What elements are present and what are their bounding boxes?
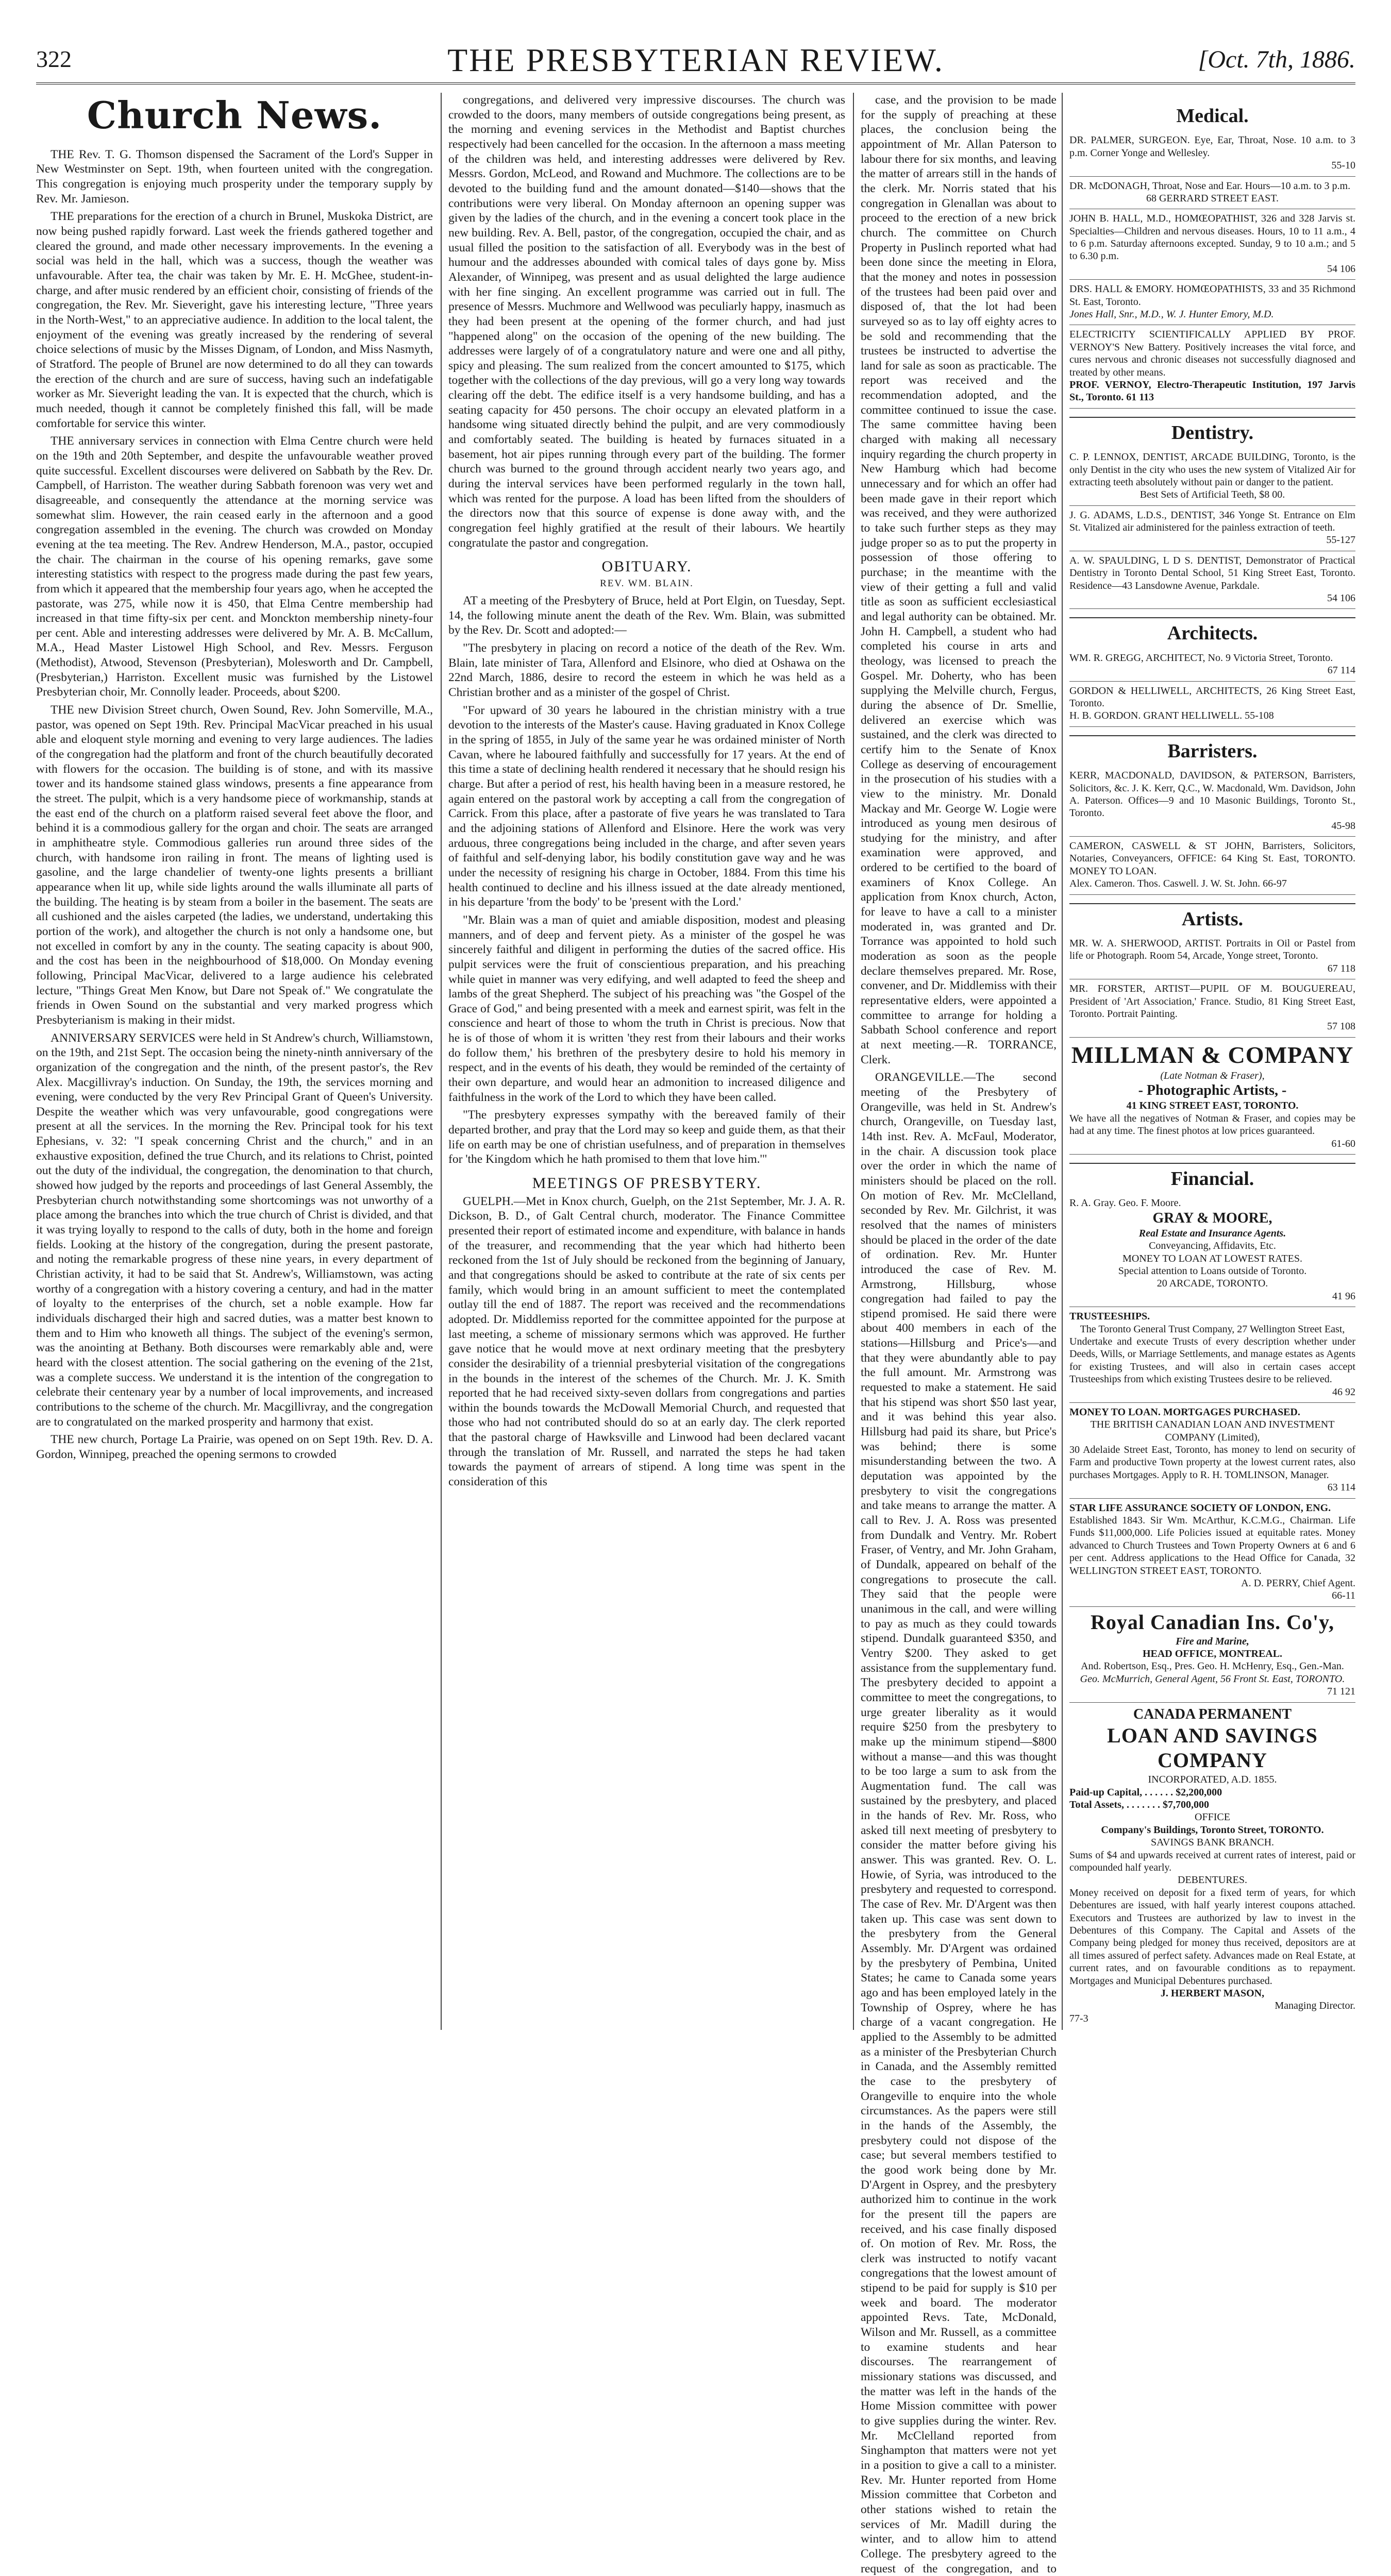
meeting-paragraph: ORANGEVILLE.—The second meeting of the Presbytery of Orangeville, was held in St. Andrew's church, Orangeville, on Tuesday last, 14th inst. Rev. A. McFaul, Moderator, in the chair. A discussion took place over the order in which the name of ministers should be placed on the roll. On motion of Rev. Mr. McClelland, seconded by Rev. Mr. Gilchrist, it was resolved that the names of ministers should be placed in the order of the date of ordination. Rev. Mr. Hunter introduced the case of Rev. M. Armstrong, Hillsburg, whose congregation had failed to pay the stipend promised. He said there were about 400 members in each of the stations—Hillsburg and Price's—and that they were abundantly able to pay the full amount. Mr. Armstrong was requested to make a statement. He said that his stipend was short $50 last year, and it was behind this year also. Hillsburg had paid its share, but Price's was behind; there is some misunderstanding between the two. A deputation was appointed by the presbytery to visit the congregations and take means to arrange the matter. A call to Rev. J. A. Ross was presented from Dundalk and Ventry. Mr. Robert Fraser, of Ventry, and Mr. John Graham, of Dundalk, appeared on behalf of the congregations to prosecute the call. They said that the people were unanimous in the call, and were willing to pay as much as they could towards stipend. Dundalk guaranteed $350, and Ventry $200. They asked to get assistance from the supplementary fund. The presbytery decided to appoint a committee to meet the congregations, to urge greater liberality as it would require $250 from the presbytery to make up the minimum stipend—$800 without a manse—and this was thought to be too large a sum to ask from the Augmentation fund. The call was sustained by the presbytery, and placed in the hands of Rev. Mr. Ross, who asked till next meeting of presbytery to consider the matter before giving his answer. This was granted. Rev. O. L. Howie, of Syria, was introduced to the presbytery and requested to correspond. The case of Rev. Mr. D'Argent was then taken up. This case was sent down to the presbytery from the General Assembly. Mr. D'Argent was ordained by the presbytery of Pembina, United States; he came to Canada some years ago and has been employed lately in the Township of Osprey, where he has charge of a vacant congregation. He applied to the Assembly to be admitted as a minister of the Presbyterian Church in Canada, and the Assembly remitted the case to the presbytery of Orangeville to enquire into the whole circumstances. As the papers were still in the hands of the Assembly, the presbytery could not dispose of the case; but several members testified to the good work being done by Mr. D'Argent in Osprey, and the presbytery authorized him to continue in the work for the present till the papers are received, and his case finally disposed of. On motion of Rev. Mr. Ross, the clerk was instructed to notify vacant congregations that the lowest amount of stipend to be paid for supply is $10 per week and board. The moderator appointed Revs. Tate, McDonald, Wilson and Mr. Russell, as a committee to examine students and hear discourses. The rearrangement of missionary stations was discussed, and the matter was left in the hands of the Home Mission committee with power to give supplies during the winter. Rev. Mr. McClelland reported from Singhampton that matters were not yet in a position to give a call to a minister. Rev. Mr. Hunter reported from Home Mission committee that Corbeton and other stations wished to retain the services of Mr. Madill during the winter, and to allow him to attend College. The presbytery agreed to the request of the congregation, and to	[861, 1071, 1057, 2575]
ad-royal-canadian: Royal Canadian Ins. Co'y, Fire and Marine, HEAD OFFICE, MONTREAL. And. Robertson, Esq., Pres. Geo. H. McHenry, Esq., Gen.-Man. Geo. McMurrich, General Agent, 56 Front St. East, TORONTO. 71 121	[1069, 1607, 1355, 1703]
ads-heading-medical: Medical.	[1176, 105, 1249, 127]
obituary-subheading: REV. WM. BLAIN.	[600, 578, 694, 589]
ad-money-to-loan: MONEY TO LOAN. MORTGAGES PURCHASED. THE BRITISH CANADIAN LOAN AND INVESTMENT COMPANY (Limited), 30 Adelaide Street East, Toronto, has money to lend on security of Farm and productive Town property at the lowest current rates, also purchases Mortgages. Apply to R. H. TOMLINSON, Manager. 63 114	[1069, 1403, 1355, 1499]
ad-gordon-helliwell: GORDON & HELLIWELL, ARCHITECTS, 26 King Street East, Toronto. H. B. GORDON. GRANT HELLIWELL. 55-108	[1069, 682, 1355, 727]
ad-gregg: WM. R. GREGG, ARCHITECT, No. 9 Victoria Street, Toronto. 67 114	[1069, 649, 1355, 682]
article-paragraph: congregations, and delivered very impressive discourses. The church was crowded to the doors, many members of outside congregations being present, as the morning and evening services in the Methodist and Baptist churches respectively had been cancelled for the occasion. In the afternoon a mass meeting of the children was held, and interesting addresses were delivered by Rev. Messrs. Gordon, McLeod, and Rowand and Muchmore. The collections are to be devoted to the building fund and the amount donated—$140—shows that the contributions were very liberal. On Monday afternoon an opening supper was given by the ladies of the church, and in the evening a concert took place in the new building. Rev. A. Bell, pastor, of the congregation, occupied the chair, and as usual filled the position to the satisfaction of all. Everybody was in the best of humour and the addresses abounded with comical tales of days gone by. Miss Alexander, of Winnipeg, was present and as usual delighted the large audience with her fine singing. An excellent programme was carried out in full. The presence of Messrs. Muchmore and Wellwood was peculiarly happy, inasmuch as they had been present at the opening of the former church, and had just "happened along" on the occasion of the opening of the new building. The addresses were largely of of a congratulatory nature and were one and all pithy, spicy and pleasing. The sum realized from the concert amounted to $175, which together with the collections of the day previous, will go a very long way towards clearing off the debt. The edifice itself is a very handsome building, and has a seating capacity for 450 persons. The choir occupy an elevated platform in a handsome wing situated directly behind the pulpit, and are very commodiously and comfortably seated. The building is heated by furnaces situated in a basement, hot air pipes running through every part of the building. The former church was burned to the ground through accident nearly two years ago, and during the interval services have been performed regularly in the town hall, which was rented for the purpose. A load has been lifted from the shoulders of the directors now that this source of expense is done away with, and the congregation feel highly gratified at the result of their labours. We heartily congratulate the pastor and congregation.	[448, 93, 845, 550]
article-paragraph: THE anniversary services in connection with Elma Centre church were held on the 19th and 20th September, and despite the unfavourable weather proved quite successful. Excellent discourses were delivered on Sabbath by the Rev. Dr. Campbell, of Harriston. The weather during Sabbath forenoon was very wet and disagreeable, and consequently the attendance at the morning service was somewhat slim. However, the rain ceased early in the afternoon and a good congregation assembled in the evening. The church was crowded on Monday evening at the tea meeting. The Rev. Andrew Henderson, M.A., pastor, occupied the chair. The chairman in the course of his opening remarks, gave some interesting statistics with respect to the progress made during the past few years, from which it appeared that the membership four years ago, when he accepted the pastorate, was 275, while now it is 450, that Elma Centre membership had increased in that time fifty-six per cent. and Monckton membership ninety-four per cent. Able and interesting addresses were delivered by Mr. A. B. McCallum, M.A., Head Master Listowel High School, and Rev. Messrs. Ferguson (Methodist), Atwood, Stevenson (Presbyterian), Molesworth and Dr. Campbell, (Presbyterian,) Harriston. Excellent music was furnished by the Listowel Presbyterian choir, Mr. Connolly leader. Proceeds, about $200.	[36, 434, 433, 699]
obituary-paragraph: "The presbytery expresses sympathy with the bereaved family of their departed brother, and pray that the Lord may so keep and guide them, as that their life on earth may be one of christian usefulness, and of preparation in themselves for 'the Kingdom which he hath promised to them that love him.'"	[448, 1108, 845, 1166]
ad-millman: MILLMAN & COMPANY (Late Notman & Fraser), - Photographic Artists, - 41 KING STREET EAST, TORONTO. We have all the negatives of Notman & Fraser, and copies may be had at any time. The finest photos at low prices guaranteed. 61-60	[1069, 1038, 1355, 1155]
ad-lennox: C. P. LENNOX, DENTIST, ARCADE BUILDING, Toronto, is the only Dentist in the city who uses the new system of Vitalized Air for extracting teeth absolutely without pain or danger to the patient. Best Sets of Artificial Teeth, $8 00.	[1069, 448, 1355, 506]
article-paragraph: THE preparations for the erection of a church in Brunel, Muskoka District, are now being pushed rapidly forward. Last week the friends gathered together and cleared the ground, and made other necessary improvements. In the evening a social was held in the hall, which was a success, though the weather was unfavourable. After tea, the chair was taken by Mr. E. H. McGhee, student-in-charge, and after music rendered by an efficient choir, consisting of friends of the congregation, the Rev. Mr. Sieveright, gave his interesting lecture, "Three years in the North-West," to an appreciative audience. In addition to the local talent, the enjoyment of the evening was greatly increased by the rendering of several choice selections of music by the Misses Dignam, of London, and Miss Nasmyth, of Stratford. The people of Brunel are now determined to do all they can towards the erection of the church and are sure of success, having such an indefatigable worker as Mr. Sieveright leading the van. It is expected that the church, which is much needed, though it cannot be completely finished this fall, will be made comfortable for service this winter.	[36, 210, 433, 430]
column-advertisements	[1069, 93, 1355, 2030]
ad-sherwood: MR. W. A. SHERWOOD, ARTIST. Portraits in Oil or Pastel from life or Photograph. Room 54, Arcade, Yonge street, Toronto. 67 118	[1069, 934, 1355, 979]
ads-heading-artists: Artists.	[1069, 903, 1355, 931]
article-paragraph: ANNIVERSARY SERVICES were held in St Andrew's church, Williamstown, on the 19th, and 21st Sept. The occasion being the ninety-ninth anniversary of the organization of the congregation and the ninth, of the present pastor's, the Rev Alex. Macgillivray's induction. On Sunday, the 19th, the services morning and evening, were conducted by the very Rev Principal Grant of Queen's University. Despite the weather which was very unfavourable, good congregations were present at all the services. In the morning the Rev. Principal took for his text Ephesians, v. 32: "I speak concerning Christ and the church," and in an exhaustive exposition, defined the true Church, and its relations to Christ, pointed out the duty of the individual, the congregation, the denomination to that church, showed how judged by the reports and proceedings of last General Assembly, the Presbyterian church notwithstanding some shortcomings was not unworthy of a place among the branches into which the true church of Christ is divided, and that it was trying loyally to respond to the calls of duty, both in the home and foreign fields. Looking at the history of the congregation, during the present pastorate, and noting the remarkable progress of these nine years, in every department of Christian activity, it had to be said that St. Andrew's, Williamstown, was acting worthy of a congregation with a history covering a century, and had in the matter of loyalty to the enterprises of the church, set a noble example. How far individuals discharged their high and sacred duties, was a matter best known to them and to Him who knoweth all things. The subject of the evening's sermon, was the anointing at Bethany. Both discourses were remarkably able and, were heard with the closest attention. The social gathering on the evening of the 21st, was a complete success. We understand it is the intention of the congregation to celebrate their centenary year by a number of local improvements, and increased contributions to the scheme of the church. Mr. Macgillivray, and the congregation are to congratulated on the marked prosperity and harmony that exist.	[36, 1031, 433, 1429]
column-rule	[1062, 93, 1063, 2030]
ad-kerr-macdonald: KERR, MACDONALD, DAVIDSON, & PATERSON, Barristers, Solicitors, &c. J. K. Kerr, Q.C., W. Macdonald, Wm. Davidson, John A. Paterson. Offices—9 and 10 Masonic Buildings, Toronto St., Toronto. 45-98	[1069, 766, 1355, 837]
ads-heading-dentistry: Dentistry.	[1069, 417, 1355, 445]
millman-name: MILLMAN & COMPANY	[1071, 1041, 1354, 1068]
column-church-news	[36, 93, 433, 2030]
column-rule	[441, 93, 442, 2030]
ad-star-life: STAR LIFE ASSURANCE SOCIETY OF LONDON, ENG. Established 1843. Sir Wm. McArthur, K.C.M.G., Chairman. Life Funds $11,000,000. Life Policies issued at equitable rates. Money advanced to Church Trustees and Town Property Owners at 6 and 6 per cent. Address applications to the Head Office for Canada, 32 WELLINGTON STREET EAST, TORONTO. A. D. PERRY, Chief Agent. 66-11	[1069, 1499, 1355, 1607]
meeting-paragraph: GUELPH.—Met in Knox church, Guelph, on the 21st September, Mr. J. A. R. Dickson, B. D., of Galt Central church, moderator. The Finance Committee presented their report of estimated income and expenditure, with balance in hands of the treasurer, and recommending that the year which had hitherto been reckoned from the 1st of July should be reckoned from the beginning of January, and that congregations should be asked to contribute at the rate of six cents per family, which would bring in an amount sufficient to meet the contemplated outlay till the end of 1887. The report was received and the recommendations adopted. Dr. Middlemiss reported for the committee appointed for the purpose at last meeting, a scheme of missionary sermons which was approved. He further gave notice that he would move at next ordinary meeting that the presbytery consider the desirability of a triennial presbyterial visitation of the congregations in the bounds in the interest of the schemes of the Church. Mr. J. K. Smith reported that he had received sixty-seven dollars from congregations and parties within the bounds towards the McDowall Memorial Church, and requested that those who had not contributed should do so at an early day. The clerk reported that the pastoral charge of Hawksville and Linwood had been declared vacant through the translation of Mr. Russell, and narrated the steps he had taken towards the payment of arrears of stipend. A long time was spent in the consideration of this	[448, 1194, 846, 1489]
article-paragraph: THE Rev. T. G. Thomson dispensed the Sacrament of the Lord's Supper in New Westminster on Sept. 19th, when fourteen united with the congregation. This congregation is enjoying much prosperity under the temporary supply by Rev. Mr. Jamieson.	[36, 147, 433, 206]
ad-gray-moore: R. A. Gray. Geo. F. Moore. GRAY & MOORE, Real Estate and Insurance Agents. Conveyancing, Affidavits, Etc. MONEY TO LOAN AT LOWEST RATES. Special attention to Loans outside of Toronto. 20 ARCADE, TORONTO. 41 96	[1069, 1194, 1355, 1307]
obituary-paragraph: "Mr. Blain was a man of quiet and amiable disposition, modest and pleasing manners, and of deep and fervent piety. As a minister of the gospel he was sincerely faithful and diligent in performing the duties of the sacred office. His pulpit services were the fruit of conscientious preparation, and his preaching while quiet in manner was very edifying, and well adapted to feed the sheep and lambs of the great Shepherd. The subject of his preaching was "the Gospel of the Grace of God," and being presented with a meek and earnest spirit, was felt in the conscience and heart of those to whom the truth in Christ is precious. Now that he is of those of whom it is written 'they rest from their labours and their works do follow them,' his brethren of the presbytery desire to hold his memory in respect, and in the events of his death, they would be reminded of the certainty of their own departure, and would hear an admonition to increased diligence and faithfulness in the work of the Lord to which they have been called.	[448, 913, 845, 1104]
obituary-paragraph: AT a meeting of the Presbytery of Bruce, held at Port Elgin, on Tuesday, Sept. 14, the following minute anent the death of the Rev. Wm. Blain, was submitted by the Rev. Dr. Scott and adopted:—	[448, 594, 845, 637]
meeting-paragraph: case, and the provision to be made for the supply of preaching at these places, the conclusion being the appointment of Mr. Allan Paterson to labour there for six months, and leaving the matter of arrears still in the hands of the clerk. Mr. Norris stated that his congregation in Glenallan was about to proceed to the erection of a new brick church. The committee on Church Property in Puslinch reported what had been done since the meeting in Elora, that the money and notes in possession of the trustees had been paid over and disposed of, that the lot had been surveyed so as to lay off eighty acres to be sold and recommending that the trustees be instructed to advertise the land for sale as soon as practicable. The report was received and the recommendation adopted, and the committee continued to issue the case. The same committee having been charged with making all necessary inquiry regarding the church property in New Hamburg which had become unnecessary and for which an offer had been made gave in their report which was received, and they were authorized to take such further steps as they may judge proper so as to put the property in possession of those offering to purchase; in the meantime with the view of their getting a full and valid title as soon as sufficient ecclesiastical and legal authority can be obtained. Mr. John H. Campbell, a student who had completed his course in arts and theology, was licensed to preach the Gospel. Mr. Doherty, who has been supplying the Melville church, Fergus, during the absence of Dr. Smellie, delivered an exercise which was sustained, and the clerk was directed to certify him to the Senate of Knox College as deserving of encouragement in the prosecution of his studies with a view to the ministry. Mr. Donald Mackay and Mr. George W. Logie were introduced as young men desirous of studying for the ministry, and after examination were approved, and ordered to be certified to the board of examiners of Knox College. An application from Knox church, Acton, for leave to have a call to a minister moderated in, was granted and Dr. Torrance was appointed to hold such moderation as soon as the people declare themselves prepared. Mr. Rose, convener, and Dr. Middlemiss with their representative elders, were appointed a committee to arrange for holding a Sabbath School conference and report at next meeting.—R. TORRANCE, Clerk.	[861, 93, 1057, 1066]
ad-trusteeships: TRUSTEESHIPS. The Toronto General Trust Company, 27 Wellington Street East, Undertake and execute Trusts of every description whether under Deeds, Wills, or Marriage Settlements, and manage estates as Agents for existing Trustees, and will also in certain cases accept Trusteeships from which existing Trustees desire to be relieved. 46 92	[1069, 1307, 1355, 1403]
article-paragraph: THE new Division Street church, Owen Sound, Rev. John Somerville, M.A., pastor, was opened on Sept 19th. Rev. Principal MacVicar preached in his usual able and eloquent style morning and evening to very large audiences. The ladies of the congregation had the platform and front of the church beautifully decorated with flowers for the occasion. The building is of stone, and with its massive tower and its handsome stained glass windows, presents a fine appearance from the street. The pulpit, which is a very handsome piece of workmanship, stands at the east end of the church on a platform raised several feet above the floor, and behind it is a commodious gallery for the organ and choir. The seats are arranged in amphitheatre style. Commodious galleries run around three sides of the church, with handsome iron railing in front. The means of lighting used is gasoline, and the large chandelier of twenty-one lights presents a brilliant appearance when lit up, while side lights around the walls illuminate all parts of the building. The heating is by steam from a boiler in the basement. The seats are all cushioned and the aisles carpeted (the ladies, we understand, undertaking this portion of the work), and altogether the church is not only a handsome one, but not excelled in comfort by any in the county. The seating capacity is about 900, and the cost has been in the neighbourhood of $18,000. On Monday evening following, Principal MacVicar, delivered to a large audience his celebrated lecture, "Things Great Men Know, but Dare not Speak of." We congratulate the friends in Owen Sound on the substantial and very marked progress which Presbyterianism is making in their midst.	[36, 703, 433, 1027]
article-paragraph: THE new church, Portage La Prairie, was opened on on Sept 19th. Rev. D. A. Gordon, Winnipeg, preached the opening sermons to crowded	[36, 1433, 433, 1461]
ad-dr-palmer: DR. PALMER, SURGEON. Eye, Ear, Throat, Nose. 10 a.m. to 3 p.m. Corner Yonge and Wellesley. 55-10	[1069, 131, 1355, 176]
millman-tagline: - Photographic Artists, -	[1138, 1082, 1287, 1099]
publication-title: THE PRESBYTERIAN REVIEW.	[447, 42, 944, 78]
section-title-church-news: Church News.	[87, 93, 382, 137]
page-number: 322	[36, 46, 72, 72]
newspaper-page	[36, 36, 1355, 2575]
ad-canada-permanent: CANADA PERMANENT LOAN AND SAVINGS COMPANY INCORPORATED, A.D. 1855. Paid-up Capital, . . . . . . $2,200,000 Total Assets, . . . . . . . $7,700,000 OFFICE Company's Buildings, Toronto Street, TORONTO. SAVINGS BANK BRANCH. Sums of $4 and upwards received at current rates of interest, paid or compounded half yearly. DEBENTURES. Money received on deposit for a fixed term of years, for which Debentures are issued, with half yearly interest coupons attached. Executors and Trustees are authorized by law to invest in the Debentures of this Company. The Capital and Assets of the Company being pledged for money thus received, depositors are at all times assured of perfect safety. Advances made on Real Estate, at current rates, and on favourable conditions as to repayment. Mortgages and Municipal Debentures purchased. J. HERBERT MASON, Managing Director. 77-3	[1069, 1706, 1355, 2024]
masthead	[36, 36, 1355, 84]
ads-heading-financial: Financial.	[1069, 1163, 1355, 1191]
ads-heading-architects: Architects.	[1069, 617, 1355, 645]
ad-cameron-caswell: CAMERON, CASWELL & ST JOHN, Barristers, Solicitors, Notaries, Conveyancers, OFFICE: 64 King St. East, TORONTO. MONEY TO LOAN. Alex. Cameron. Thos. Caswell. J. W. St. John. 66-97	[1069, 837, 1355, 895]
obituary-heading: OBITUARY.	[601, 558, 692, 575]
column-rule	[853, 93, 854, 2030]
ad-dr-mcdonagh: DR. McDONAGH, Throat, Nose and Ear. Hours—10 a.m. to 3 p.m. 68 GERRARD STREET EAST.	[1069, 177, 1355, 210]
ad-john-hall: JOHN B. HALL, M.D., HOMŒOPATHIST, 326 and 328 Jarvis st. Specialties—Children and nervous diseases. Hours, 10 to 11 a.m., 4 to 6 p.m. Saturday afternoons excepted. Sunday, 9 to 10 a.m.; and 5 to 6.30 p.m. 54 106	[1069, 209, 1355, 280]
ads-heading-barristers: Barristers.	[1069, 735, 1355, 763]
ad-forster: MR. FORSTER, ARTIST—PUPIL OF M. BOUGUEREAU, President of 'Art Association,' France. Studio, 81 King Street East, Toronto. Portrait Painting. 57 108	[1069, 979, 1355, 1038]
ad-electricity: ELECTRICITY SCIENTIFICALLY APPLIED BY PROF. VERNOY'S New Battery. Positively increases the vital force, and cures nervous and chronic diseases not successfully diagnosed and treated by other means. PROF. VERNOY, Electro-Therapeutic Institution, 197 Jarvis St., Toronto. 61 113	[1069, 325, 1355, 408]
issue-date: [Oct. 7th, 1886.	[1198, 46, 1355, 73]
column-presbytery	[861, 93, 1057, 2575]
ad-spaulding: A. W. SPAULDING, L D S. DENTIST, Demonstrator of Practical Dentistry in Toronto Dental School, 51 King Street East, Toronto. Residence—43 Lansdowne Avenue, Parkdale. 54 106	[1069, 551, 1355, 609]
ad-adams: J. G. ADAMS, L.D.S., DENTIST, 346 Yonge St. Entrance on Elm St. Vitalized air administered for the painless extraction of teeth. 55-127	[1069, 506, 1355, 551]
meetings-heading: MEETINGS OF PRESBYTERY.	[532, 1175, 762, 1192]
ad-hall-emory: DRS. HALL & EMORY. HOMŒOPATHISTS, 33 and 35 Richmond St. East, Toronto. Jones Hall, Snr., M.D., W. J. Hunter Emory, M.D.	[1069, 280, 1355, 325]
obituary-paragraph: "For upward of 30 years he laboured in the christian ministry with a true devotion to the interests of the Master's cause. Having graduated in Knox College in the spring of 1855, in July of the same year he was ordained minister of North Cavan, where he laboured faithfully and successfully for 17 years. At the end of this time a state of declining health rendered it necessary that he should resign his charge. But after a period of rest, his health having been in a measure restored, he again entered on the pastoral work by accepting a call from the congregation of Carrick. From this place, after a pastorate of five years he was translated to Tara and the adjoining stations of Allenford and Elsinore. Here the work was very arduous, three congregations being included in the charge, and after seven years of faithful and self-denying labor, his bodily constitution gave way and he was under the necessity of resigning his charge in October, 1884. From this time his health continued to decline and his illness issued at the date already mentioned, in his departure 'from the body' to be 'present with the Lord.'	[448, 703, 845, 909]
obituary-paragraph: "The presbytery in placing on record a notice of the death of the Rev. Wm. Blain, late minister of Tara, Allenford and Elsinore, who died at Oshawa on the 22nd March, 1886, desire to record the esteem in which he was held as a Christian brother and as a minister of the gospel of Christ.	[448, 641, 845, 700]
column-obituary-meetings	[448, 93, 845, 2030]
